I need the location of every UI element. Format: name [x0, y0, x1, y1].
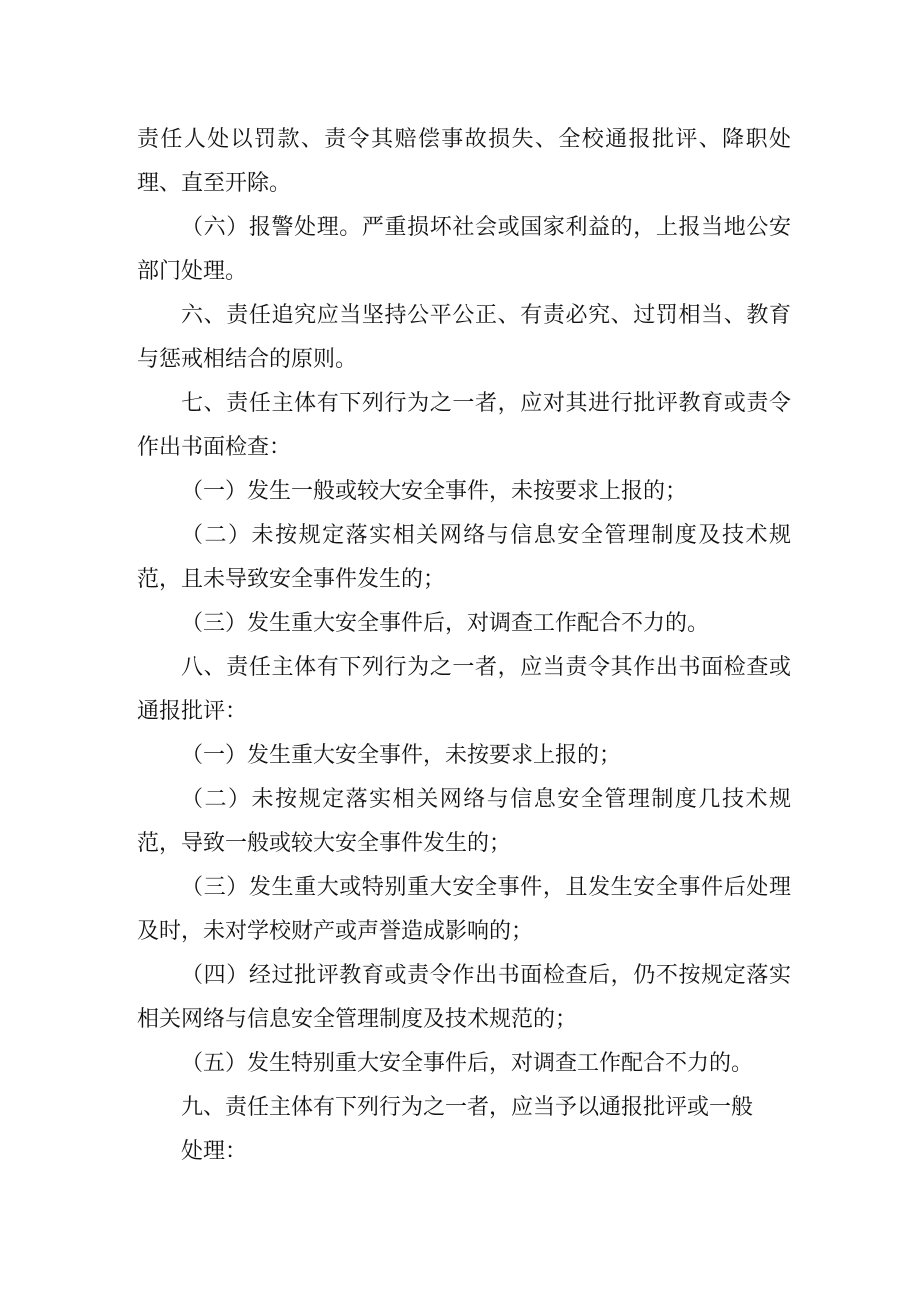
paragraph: 八、责任主体有下列行为之一者，应当责令其作出书面检查或通报批评：	[137, 655, 791, 724]
paragraph: （六）报警处理。严重损坏社会或国家利益的，上报当地公安部门处理。	[137, 215, 791, 284]
paragraph: （三）发生重大或特别重大安全事件，且发生安全事件后处理及时，未对学校财产或声誉造成影响的；	[137, 875, 791, 944]
paragraph: （二）未按规定落实相关网络与信息安全管理制度及技术规范，且未导致安全事件发生的；	[137, 523, 791, 592]
paragraph: （四）经过批评教育或责令作出书面检查后，仍不按规定落实相关网络与信息安全管理制度及技术规范的；	[137, 963, 791, 1032]
paragraph: 责任人处以罚款、责令其赔偿事故损失、全校通报批评、降职处理、直至开除。	[137, 127, 791, 196]
paragraph: （三）发生重大安全事件后，对调查工作配合不力的。	[181, 611, 710, 636]
paragraph: （五）发生特别重大安全事件后，对调查工作配合不力的。	[181, 1051, 754, 1076]
paragraph-continuation: 处理：	[181, 1139, 248, 1164]
paragraph: （一）发生重大安全事件，未按要求上报的；	[181, 743, 622, 768]
paragraph: 六、责任追究应当坚持公平公正、有责必究、过罚相当、教育与惩戒相结合的原则。	[137, 303, 791, 372]
paragraph: （一）发生一般或较大安全事件，未按要求上报的；	[181, 479, 688, 504]
document-body	[137, 118, 791, 1174]
paragraph: 九、责任主体有下列行为之一者，应当予以通报批评或一般	[181, 1095, 754, 1120]
paragraph: 七、责任主体有下列行为之一者，应对其进行批评教育或责令作出书面检查：	[137, 391, 791, 460]
paragraph: （二）未按规定落实相关网络与信息安全管理制度几技术规范，导致一般或较大安全事件发生的；	[137, 787, 791, 856]
